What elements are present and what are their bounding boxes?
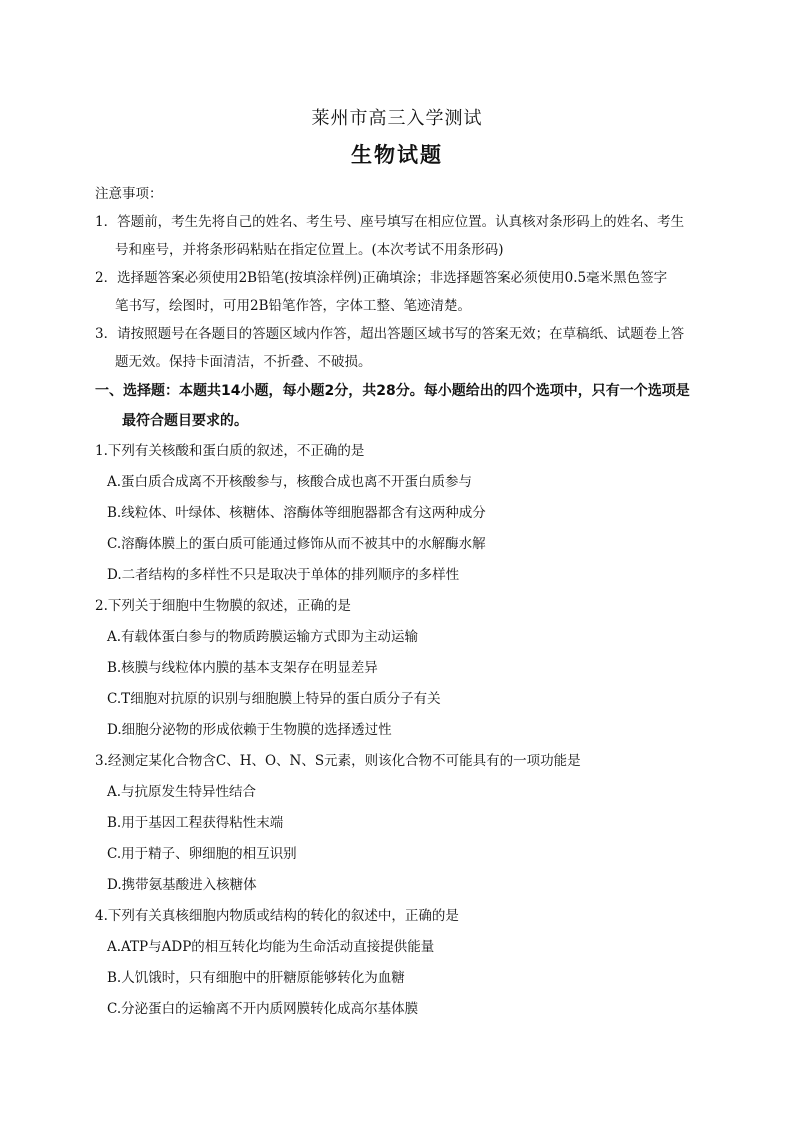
option-d: D.二者结构的多样性不只是取决于单体的排列顺序的多样性 bbox=[107, 567, 460, 583]
option-a: A.ATP与ADP的相互转化均能为生命活动直接提供能量 bbox=[107, 939, 435, 955]
option-a: A.与抗原发生特异性结合 bbox=[107, 784, 257, 800]
section-heading: 一、选择题：本题共14小题，每小题2分，共28分。每小题给出的四个选项中，只有一个选项是 bbox=[95, 383, 690, 399]
question-stem: 4.下列有关真核细胞内物质或结构的转化的叙述中，正确的是 bbox=[95, 908, 459, 924]
notice-line: 号和座号，并将条形码粘贴在指定位置上。(本次考试不用条形码) bbox=[115, 242, 504, 258]
notice-item bbox=[95, 264, 705, 320]
question-4 bbox=[95, 901, 705, 1025]
option-d: D.细胞分泌物的形成依赖于生物膜的选择透过性 bbox=[107, 722, 392, 738]
section-heading-cont: 最符合题目要求的。 bbox=[122, 413, 248, 429]
notice-line: 题无效。保持卡面清洁，不折叠、不破损。 bbox=[115, 354, 372, 370]
question-2 bbox=[95, 591, 705, 746]
exam-body bbox=[95, 180, 705, 1025]
option-b: B.人饥饿时，只有细胞中的肝糖原能够转化为血糖 bbox=[107, 970, 405, 986]
question-stem: 2.下列关于细胞中生物膜的叙述，正确的是 bbox=[95, 598, 351, 614]
option-a: A.有载体蛋白参与的物质跨膜运输方式即为主动运输 bbox=[107, 629, 419, 645]
option-b: B.用于基因工程获得粘性末端 bbox=[107, 815, 284, 831]
notice-line: 1．答题前，考生先将自己的姓名、考生号、座号填写在相应位置。认真核对条形码上的姓名、考生 bbox=[95, 214, 685, 230]
option-c: C.分泌蛋白的运输离不开内质网膜转化成高尔基体膜 bbox=[107, 1001, 419, 1017]
notice-item bbox=[95, 208, 705, 264]
question-stem: 3.经测定某化合物含C、H、O、N、S元素，则该化合物不可能具有的一项功能是 bbox=[95, 753, 581, 769]
notice-line: 3．请按照题号在各题目的答题区域内作答，超出答题区域书写的答案无效；在草稿纸、试题卷上答 bbox=[95, 326, 685, 342]
option-b: B.线粒体、叶绿体、核糖体、溶酶体等细胞器都含有这两种成分 bbox=[107, 505, 486, 521]
question-3 bbox=[95, 746, 705, 901]
option-a: A.蛋白质合成离不开核酸参与，核酸合成也离不开蛋白质参与 bbox=[107, 474, 473, 490]
option-c: C.用于精子、卵细胞的相互识别 bbox=[107, 846, 297, 862]
option-b: B.核膜与线粒体内膜的基本支架存在明显差异 bbox=[107, 660, 378, 676]
notice-item bbox=[95, 320, 705, 376]
exam-title: 莱州市高三入学测试 bbox=[311, 108, 483, 129]
question-1 bbox=[95, 436, 705, 591]
option-c: C.T细胞对抗原的识别与细胞膜上特异的蛋白质分子有关 bbox=[107, 691, 441, 707]
notice-line: 2．选择题答案必须使用2B铅笔(按填涂样例)正确填涂；非选择题答案必须使用0.5毫米黑色签字 bbox=[95, 270, 668, 286]
notice-heading: 注意事项： bbox=[95, 186, 163, 202]
option-c: C.溶酶体膜上的蛋白质可能通过修饰从而不被其中的水解酶水解 bbox=[107, 536, 486, 552]
subject-title: 生物试题 bbox=[351, 143, 443, 167]
notice-line: 笔书写，绘图时，可用2B铅笔作答，字体工整、笔迹清楚。 bbox=[115, 298, 472, 314]
question-stem: 1.下列有关核酸和蛋白质的叙述，不正确的是 bbox=[95, 443, 365, 459]
option-d: D.携带氨基酸进入核糖体 bbox=[107, 877, 257, 893]
